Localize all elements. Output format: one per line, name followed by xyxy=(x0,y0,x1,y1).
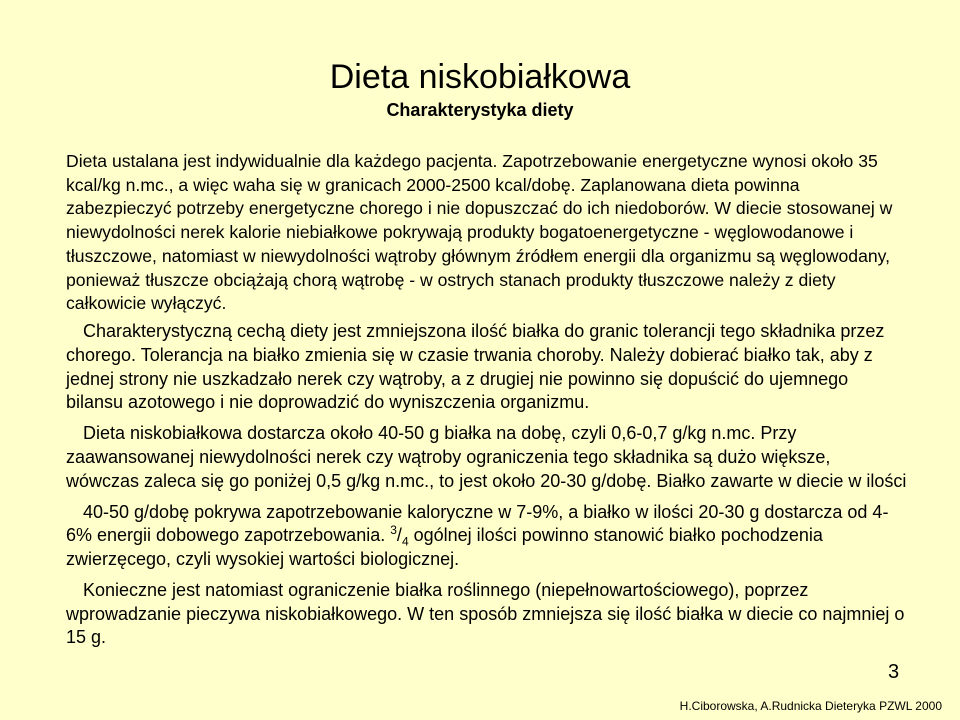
slide-title: Dieta niskobiałkowa xyxy=(329,58,631,96)
paragraph-energy-requirements: Dieta ustalana jest indywidualnie dla każdego pacjenta. Zapotrzebowanie energetyczne wynosi około 35 kcal/kg n.mc., a więc waha się w granicach 2000-2500 kcal/dobę. Zaplanowana dieta powinna zabezpieczyć potrzeby energetyczne chorego i nie dopuszczać do ich niedoborów. W diecie stosowanej w niewydolności nerek kalorie niebiałkowe pokrywają produkty bogatoenergetyczne - węglowodanowe i tłuszczowe, natomiast w niewydolności wątroby głównym źródłem energii dla organizmu są węglowodany, ponieważ tłuszcze obciążają chorą wątrobę - w ostrych stanach produkty tłuszczowe należy z diety całkowicie wyłączyć. xyxy=(66,151,893,314)
paragraph-plant-protein: Konieczne jest natomiast ograniczenie białka roślinnego (niepełnowartościowego), poprzez wprowadzanie pieczywa niskobiałkowego. W ten sposób zmniejsza się ilość białka w diecie co najmniej o 15 g. xyxy=(66,579,905,648)
paragraph-protein-amount: Dieta niskobiałkowa dostarcza około 40-50 g białka na dobę, czyli 0,6-0,7 g/kg n.mc. Przy zaawansowanej niewydolności nerek czy wątroby ograniczenia tego składnika są dużo większe, wówczas zaleca się go poniżej 0,5 g/kg n.mc., to jest około 20-30 g/dobę. Białko zawarte w diecie w ilości xyxy=(66,423,907,491)
paragraph-protein-energy xyxy=(66,501,908,572)
page-number: 3 xyxy=(888,661,900,683)
fraction-denominator: 4 xyxy=(401,534,409,549)
footer-citation: H.Ciborowska, A.Rudnicka Dieteryka PZWL 2000 xyxy=(679,699,942,713)
paragraph-protein-tolerance: Charakterystyczną cechą diety jest zmniejszona ilość białka do granic tolerancji tego składnika przez chorego. Tolerancja na białko zmienia się w czasie trwania choroby. Należy dobierać białko tak, aby z jednej strony nie uszkadzało nerek czy wątroby, a z drugiej nie powinno się dopuścić do ujemnego bilansu azotowego i nie doprowadzić do wyniszczenia organizmu. xyxy=(66,320,885,413)
slide-content xyxy=(66,150,908,650)
fraction-numerator: 3 xyxy=(390,523,397,538)
paragraph-protein-energy-start: 40-50 g/dobę pokrywa zapotrzebowanie kaloryczne w 7-9%, a białko w ilości 20-30 g dostarcza od 4-6% energii dobowego zapotrzebowania. xyxy=(66,501,889,546)
paragraph-protein-energy-end: ogólnej ilości powinno stanowić białko pochodzenia zwierzęcego, czyli wysokiej wartości biologicznej. xyxy=(66,525,823,570)
fraction-separator: / xyxy=(396,525,402,546)
slide-subtitle: Charakterystyka diety xyxy=(386,100,574,120)
